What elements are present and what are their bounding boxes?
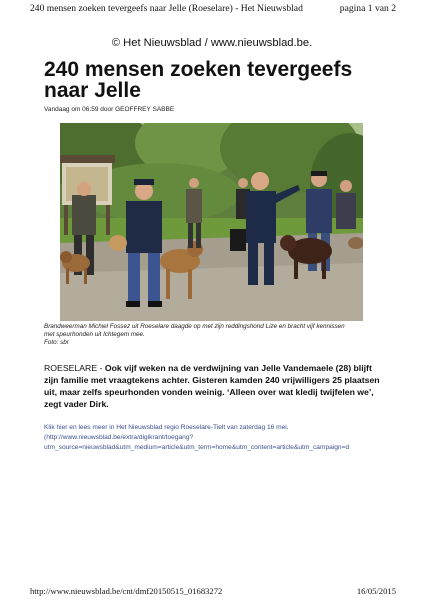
lead-text: Ook vijf weken na de verdwijning van Jelle Vandemaele (28) blijft zijn familie met vraagtekens achter. Gisteren kamden 240 vrijwilligers 25 plaatsen uit, maar zelfs speurhonden vonden weinig. ‘Alleen over wat kledij twijfelen we’, zegt vader Dirk. xyxy=(44,363,380,409)
lead-location: ROESELARE - xyxy=(44,363,103,373)
article-photo xyxy=(60,123,363,321)
print-header-title: 240 mensen zoeken tevergeefs naar Jelle (Roeselare) - Het Nieuwsblad xyxy=(30,3,303,14)
article-lead xyxy=(44,362,384,410)
page-number: pagina 1 van 2 xyxy=(339,3,396,14)
article-headline: 240 mensen zoeken tevergeefs naar Jelle xyxy=(44,58,353,102)
read-more-url[interactable]: (http://www.nieuwsblad.be/extra/digikrant/toegang? xyxy=(44,434,194,441)
read-more-link[interactable] xyxy=(44,423,389,453)
photo-caption-line: met speurhonden uit Ichtegem mee. xyxy=(44,331,145,338)
print-footer xyxy=(30,586,396,596)
read-more-url[interactable]: utm_source=nieuwsblad&utm_medium=article&utm_term=home&utm_content=article&utm_campaign=d xyxy=(44,444,350,451)
photo-caption xyxy=(44,323,384,347)
print-footer-date: 16/05/2015 xyxy=(356,586,396,596)
article-byline: Vandaag om 06:59 door GEOFFREY SABBE xyxy=(44,106,175,113)
read-more-link-text[interactable]: Klik hier en lees meer in Het Nieuwsblad regio Roeselare-Tielt van zaterdag 16 mei. xyxy=(44,424,289,431)
photo-caption-line: Brandweerman Michiel Fossez uit Roeselare daagde op met zijn reddingshond Lize en bracht vijf kennissen xyxy=(44,323,345,330)
copyright-notice: © Het Nieuwsblad / www.nieuwsblad.be. xyxy=(111,37,313,49)
print-footer-url: http://www.nieuwsblad.be/cnt/dmf20150515_01683272 xyxy=(30,586,223,596)
photo-credit: Foto: sbr xyxy=(44,339,69,346)
print-header xyxy=(30,3,396,14)
